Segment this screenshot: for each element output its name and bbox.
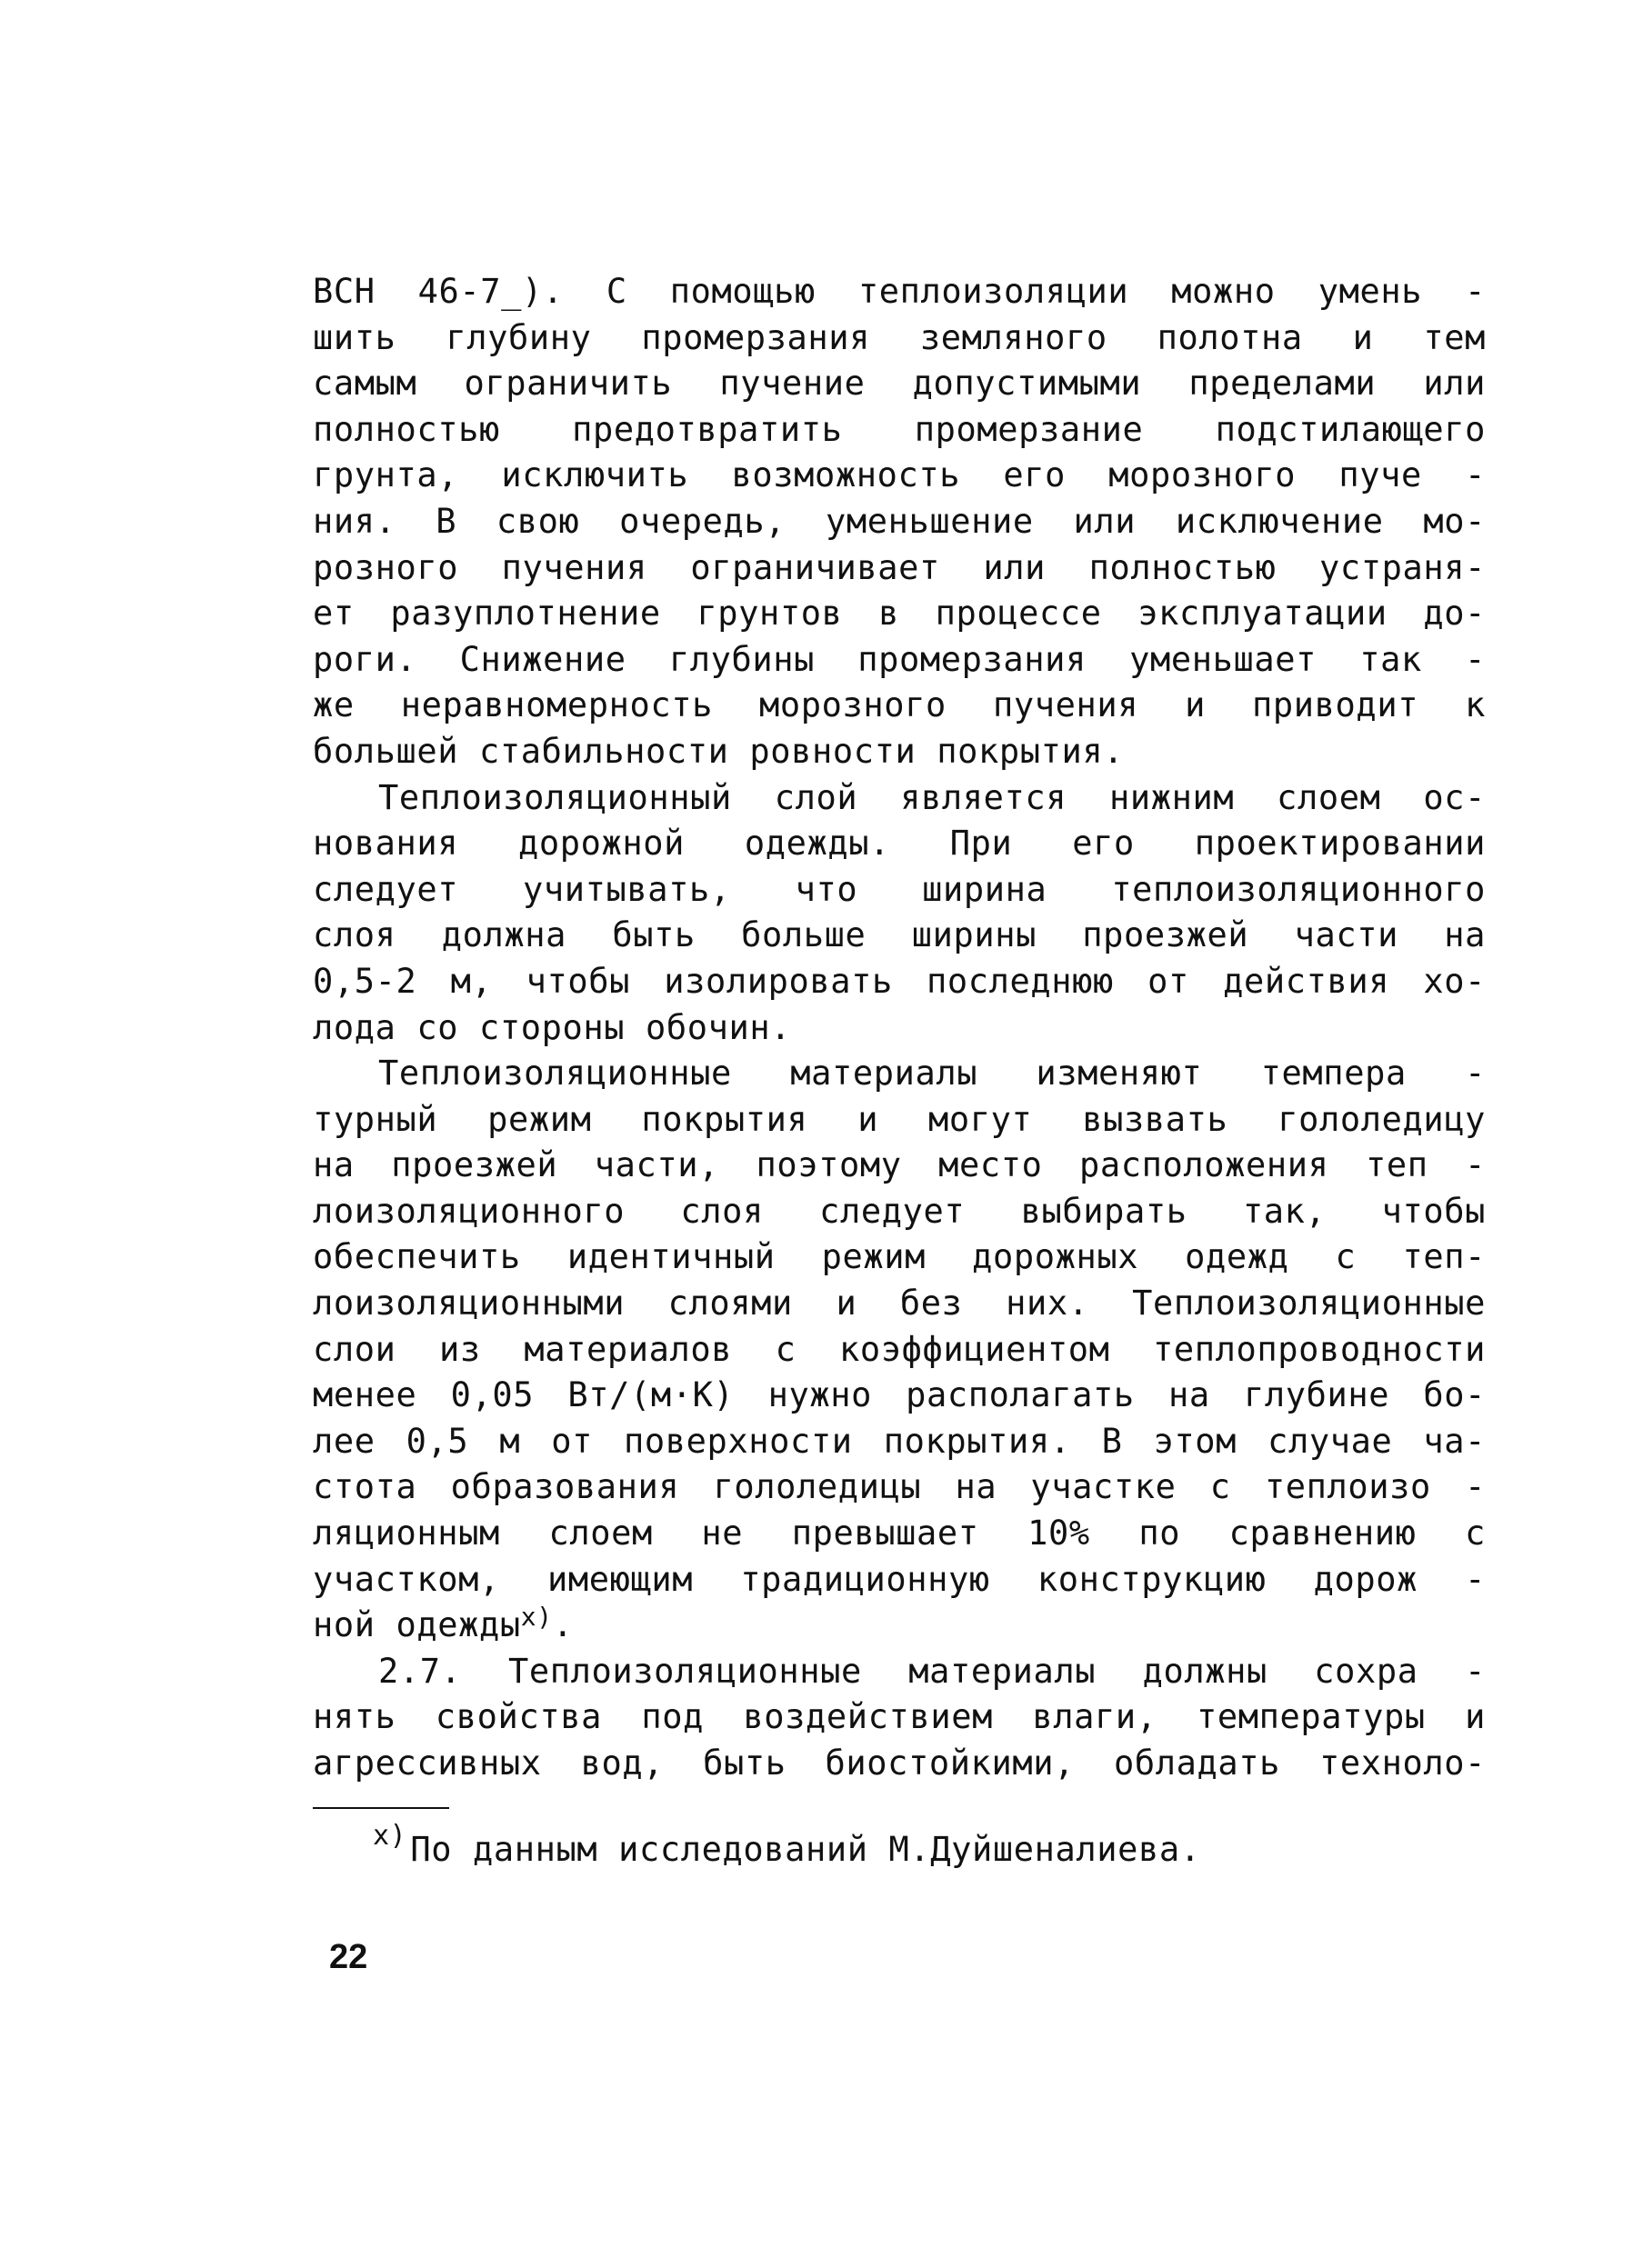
text-line: полностью предотвратить промерзание подстилающего [313, 409, 1486, 449]
text-line: 2.7. Теплоизоляционные материалы должны сохра - [378, 1651, 1486, 1691]
text-line: обеспечить идентичный режим дорожных одежд с теп- [313, 1237, 1486, 1277]
text-line: ВСН 46-7_). С помощью теплоизоляции можно умень - [313, 272, 1486, 311]
text-line: лода со стороны обочин. [313, 1007, 792, 1047]
footnote [373, 1820, 1201, 1875]
text-line: нять свойства под воздействием влаги, температуры и [313, 1697, 1486, 1737]
text-line-tail: . [552, 1605, 574, 1645]
text-line: грунта, исключить возможность его морозного пуче - [313, 455, 1486, 495]
text-line: большей стабильности ровности покрытия. [313, 731, 1125, 771]
text-line: самым ограничить пучение допустимыми пределами или [313, 364, 1486, 404]
text-line: Теплоизоляционные материалы изменяют темпера - [378, 1054, 1486, 1094]
text-line: на проезжей части, поэтому место расположения теп - [313, 1145, 1486, 1185]
footnote-divider [313, 1807, 449, 1809]
text-line: лоизоляционными слоями и без них. Теплоизоляционные [313, 1284, 1486, 1324]
text-line-content: ной одежды [313, 1605, 521, 1645]
text-line: менее 0,05 Вт/(м·К) нужно располагать на глубине бо- [313, 1375, 1486, 1415]
text-line: лее 0,5 м от поверхности покрытия. В этом случае ча- [313, 1421, 1486, 1461]
text-line: нования дорожной одежды. При его проектировании [313, 824, 1486, 864]
text-line: ет разуплотнение грунтов в процессе эксплуатации до- [313, 594, 1486, 634]
text-line: шить глубину промерзания земляного полотна и тем [313, 317, 1486, 357]
text-line: Теплоизоляционный слой является нижним слоем ос- [378, 777, 1486, 817]
text-line: 0,5-2 м, чтобы изолировать последнюю от действия хо- [313, 961, 1486, 1001]
text-line: следует учитывать, что ширина теплоизоляционного [313, 869, 1486, 909]
page-number: 22 [329, 1938, 368, 1976]
text-line: ния. В свою очередь, уменьшение или исключение мо- [313, 501, 1486, 541]
text-line-with-footnote-ref [313, 1603, 1486, 1649]
text-line: агрессивных вод, быть биостойкими, обладать техноло- [313, 1743, 1486, 1783]
text-line: лоизоляционного слоя следует выбирать так, чтобы [313, 1191, 1486, 1231]
text-line: же неравномерность морозного пучения и приводит к [313, 685, 1486, 725]
text-line: слои из материалов с коэффициентом теплопроводности [313, 1329, 1486, 1369]
body-text [313, 269, 1486, 1787]
footnote-mark: x) [373, 1820, 407, 1852]
text-line: ляционным слоем не превышает 10% по сравнению с [313, 1514, 1486, 1554]
text-line: роги. Снижение глубины промерзания уменьшает так - [313, 639, 1486, 679]
text-line: участком, имеющим традиционную конструкцию дорож - [313, 1559, 1486, 1599]
footnote-text: По данным исследований М.Дуйшеналиева. [410, 1830, 1201, 1869]
footnote-reference: x) [520, 1602, 553, 1633]
text-line: розного пучения ограничивает или полностью устраня- [313, 547, 1486, 587]
text-line: слоя должна быть больше ширины проезжей части на [313, 915, 1486, 955]
text-line: турный режим покрытия и могут вызвать гололедицу [313, 1099, 1486, 1139]
text-line: стота образования гололедицы на участке с теплоизо - [313, 1467, 1486, 1507]
